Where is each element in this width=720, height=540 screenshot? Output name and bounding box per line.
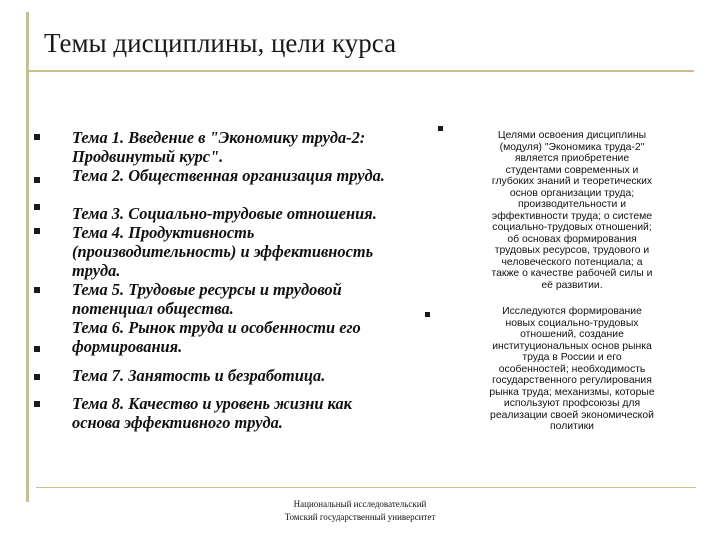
goal-line: отношений, создание [520,329,624,340]
goal-line: используют профсоюзы для [503,398,641,409]
goal-line: новых социально-трудовых [505,317,639,329]
topic-bullet-icon [34,401,40,407]
topic-line: формирования. [72,337,183,356]
topic-line: потенциал общества. [72,299,234,318]
goal-line: также о качестве рабочей силы и [491,268,653,279]
goal-line: глубоких знаний и теоретических [491,176,653,187]
topic-line: Тема 2. Общественная организация труда. [72,166,385,185]
goal-line: эффективности труда; о системе [491,210,653,222]
topic-bullet-icon [34,204,40,210]
goal-bullet-icon [438,126,443,131]
topic-item [72,394,452,432]
topic-bullet-icon [34,134,40,140]
goal-line: Исследуются формирование [502,306,642,317]
goal-line: студентами современных и [505,164,639,176]
topic-bullet-icon [34,228,40,234]
goal-line: рынка труда; механизмы, которые [489,386,655,398]
goal-line: политики [550,421,594,432]
topic-bullet-icon [34,177,40,183]
topic-line: основа эффективного труда. [72,413,283,432]
goal-line: основ организации труда; [509,187,635,199]
topic-line: Тема 6. Рынок труда и особенности его [72,318,361,337]
footer [250,498,470,524]
goal-paragraph [462,306,682,433]
topic-item [72,128,452,166]
goal-line: её развитии. [541,279,603,291]
topic-bullet-icon [34,346,40,352]
topic-line: Тема 1. Введение в "Экономику труда-2: [72,128,366,147]
footer-line-1: Национальный исследовательский [293,499,427,509]
topic-item [72,318,452,356]
topic-line: Тема 3. Социально-трудовые отношения. [72,204,377,223]
topic-line: Продвинутый курс". [72,147,224,166]
topic-line: Тема 5. Трудовые ресурсы и трудовой [72,280,342,299]
goal-line: реализации своей экономической [490,409,654,421]
topic-bullet-icon [34,374,40,380]
goal-line: особенностей; необходимость [498,363,646,375]
goal-line: трудовых ресурсов, трудового и [494,245,650,256]
topic-line: (производительность) и эффективность [72,242,374,261]
topic-item [72,366,452,385]
frame-vertical-line [26,12,29,502]
goal-line: Целями освоения дисциплины [497,130,647,141]
goal-line: государственного регулирования [492,375,652,386]
topic-item [72,223,452,280]
topic-line: труда. [72,261,121,280]
slide-title: Темы дисциплины, цели курса [44,28,397,58]
topic-line: Тема 7. Занятость и безработица. [72,366,326,385]
topic-item [72,166,452,185]
goal-line: (модуля) "Экономика труда-2" [499,141,645,153]
frame-horizontal-line [26,70,694,72]
topic-item [72,280,452,318]
topic-line: Тема 8. Качество и уровень жизни как [72,394,352,413]
topic-line: Тема 4. Продуктивность [72,223,255,242]
goal-line: труда в России и его [522,352,622,363]
goal-line: социально-трудовых отношений; [492,222,652,233]
topic-bullet-icon [34,287,40,293]
goal-bullet-icon [425,312,430,317]
topic-item [72,204,452,223]
goal-line: является приобретение [514,153,630,164]
footer-divider [36,487,696,488]
footer-line-2: Томский государственный университет [284,512,436,522]
goal-line: об основах формирования [507,233,637,245]
goal-line: человеческого потенциала; а [501,256,643,268]
goal-paragraph [462,130,682,291]
goal-line: производительности и [517,199,627,210]
goal-line: институциональных основ рынка [492,340,652,352]
